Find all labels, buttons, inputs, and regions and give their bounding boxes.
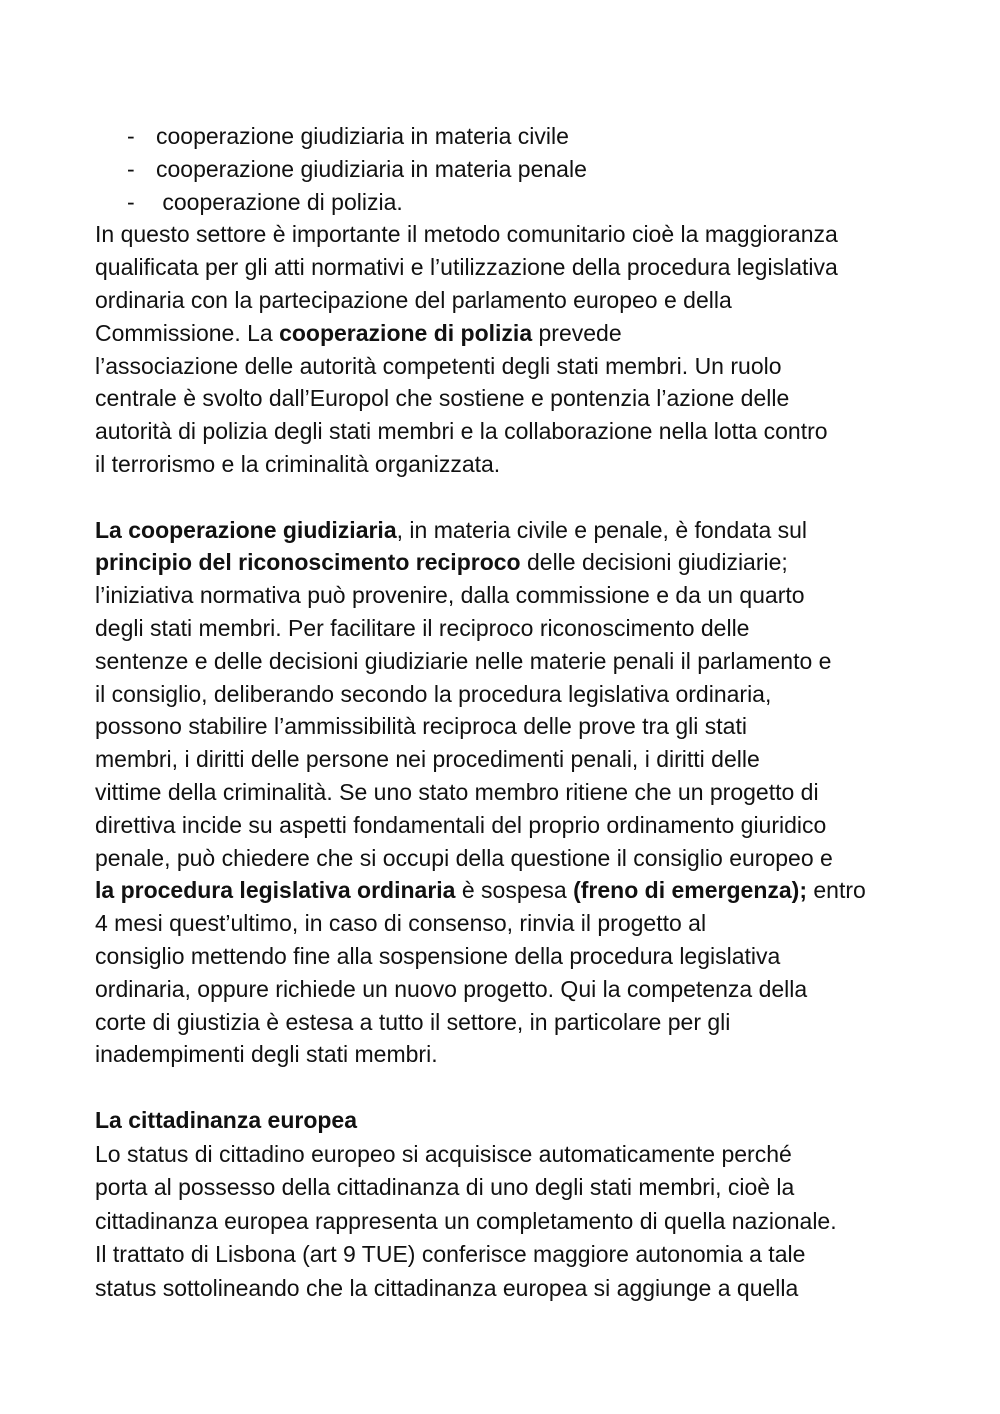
text-line: ordinaria con la partecipazione del parlamento europeo e della — [95, 286, 732, 313]
list-item-text: cooperazione di polizia. — [156, 188, 403, 215]
text-line: centrale è svolto dall’Europol che sostiene e pontenzia l’azione delle — [95, 385, 790, 412]
list-item — [95, 153, 910, 186]
paragraph-police-cooperation — [95, 218, 910, 480]
section-european-citizenship — [95, 1104, 910, 1306]
text-line: status sottolineando che la cittadinanza europea si aggiunge a quella — [95, 1274, 799, 1301]
text-run: , in materia civile e penale, è fondata sul — [396, 516, 808, 543]
paragraph-spacer — [95, 481, 910, 514]
text-line: membri, i diritti delle persone nei procedimenti penali, i diritti delle — [95, 746, 760, 773]
list-item-text: cooperazione giudiziaria in materia penale — [156, 155, 587, 182]
bold-term: La cooperazione giudiziaria — [95, 516, 397, 543]
text-line: qualificata per gli atti normativi e l’utilizzazione della procedura legislativa — [95, 254, 838, 281]
paragraph-spacer — [95, 1071, 910, 1104]
text-line — [95, 874, 910, 907]
bold-term: la procedura legislativa ordinaria — [95, 877, 456, 904]
text-line: Lo status di cittadino europeo si acquisisce automaticamente perché — [95, 1140, 792, 1167]
text-line: autorità di polizia degli stati membri e la collaborazione nella lotta contro — [95, 418, 828, 445]
text-line — [95, 317, 910, 350]
text-line: ordinaria, oppure richiede un nuovo progetto. Qui la competenza della — [95, 975, 808, 1002]
bullet-list — [95, 120, 910, 218]
list-item — [95, 120, 910, 153]
text-run: entro — [806, 877, 866, 904]
list-item-text: cooperazione giudiziaria in materia civile — [156, 123, 569, 149]
list-item — [95, 186, 910, 219]
bold-term: cooperazione di polizia — [279, 319, 533, 346]
text-line: l’iniziativa normativa può provenire, dalla commissione e da un quarto — [95, 582, 805, 609]
text-run: prevede — [532, 319, 622, 346]
page-content — [95, 120, 910, 1305]
bullet-dash: - — [127, 155, 135, 182]
text-line: cittadinanza europea rappresenta un completamento di quella nazionale. — [95, 1207, 837, 1234]
text-line: 4 mesi quest’ultimo, in caso di consenso, rinvia il progetto al — [95, 910, 707, 937]
text-line: inadempimenti degli stati membri. — [95, 1041, 438, 1068]
text-line — [95, 514, 910, 547]
section-heading: La cittadinanza europea — [95, 1106, 358, 1133]
text-line: corte di giustizia è estesa a tutto il settore, in particolare per gli — [95, 1008, 731, 1035]
text-line: Il trattato di Lisbona (art 9 TUE) conferisce maggiore autonomia a tale — [95, 1241, 806, 1268]
text-run: Commissione. La — [95, 319, 280, 346]
text-run: è sospesa — [455, 877, 574, 904]
text-line: penale, può chiedere che si occupi della questione il consiglio europeo e — [95, 844, 833, 871]
bold-term: principio del riconoscimento reciproco — [95, 549, 521, 576]
text-line: consiglio mettendo fine alla sospensione della procedura legislativa — [95, 942, 781, 969]
paragraph-judicial-cooperation — [95, 514, 910, 1072]
bullet-dash: - — [127, 123, 135, 149]
text-run: delle decisioni giudiziarie; — [520, 549, 788, 576]
text-line: In questo settore è importante il metodo comunitario cioè la maggioranza — [95, 221, 838, 248]
text-line — [95, 546, 910, 579]
text-line: sentenze e delle decisioni giudiziarie nelle materie penali il parlamento e — [95, 647, 832, 674]
text-line: il consiglio, deliberando secondo la procedura legislativa ordinaria, — [95, 680, 772, 707]
text-line: porta al possesso della cittadinanza di uno degli stati membri, cioè la — [95, 1174, 795, 1201]
text-line: direttiva incide su aspetti fondamentali del proprio ordinamento giuridico — [95, 811, 827, 838]
text-line: il terrorismo e la criminalità organizzata. — [95, 450, 501, 477]
text-line: vittime della criminalità. Se uno stato membro ritiene che un progetto di — [95, 778, 819, 805]
bold-term: (freno di emergenza); — [573, 877, 807, 904]
text-line: possono stabilire l’ammissibilità reciproca delle prove tra gli stati — [95, 713, 747, 740]
bullet-dash: - — [127, 188, 135, 215]
text-line: l’associazione delle autorità competenti degli stati membri. Un ruolo — [95, 352, 782, 379]
text-line: degli stati membri. Per facilitare il reciproco riconoscimento delle — [95, 614, 750, 641]
